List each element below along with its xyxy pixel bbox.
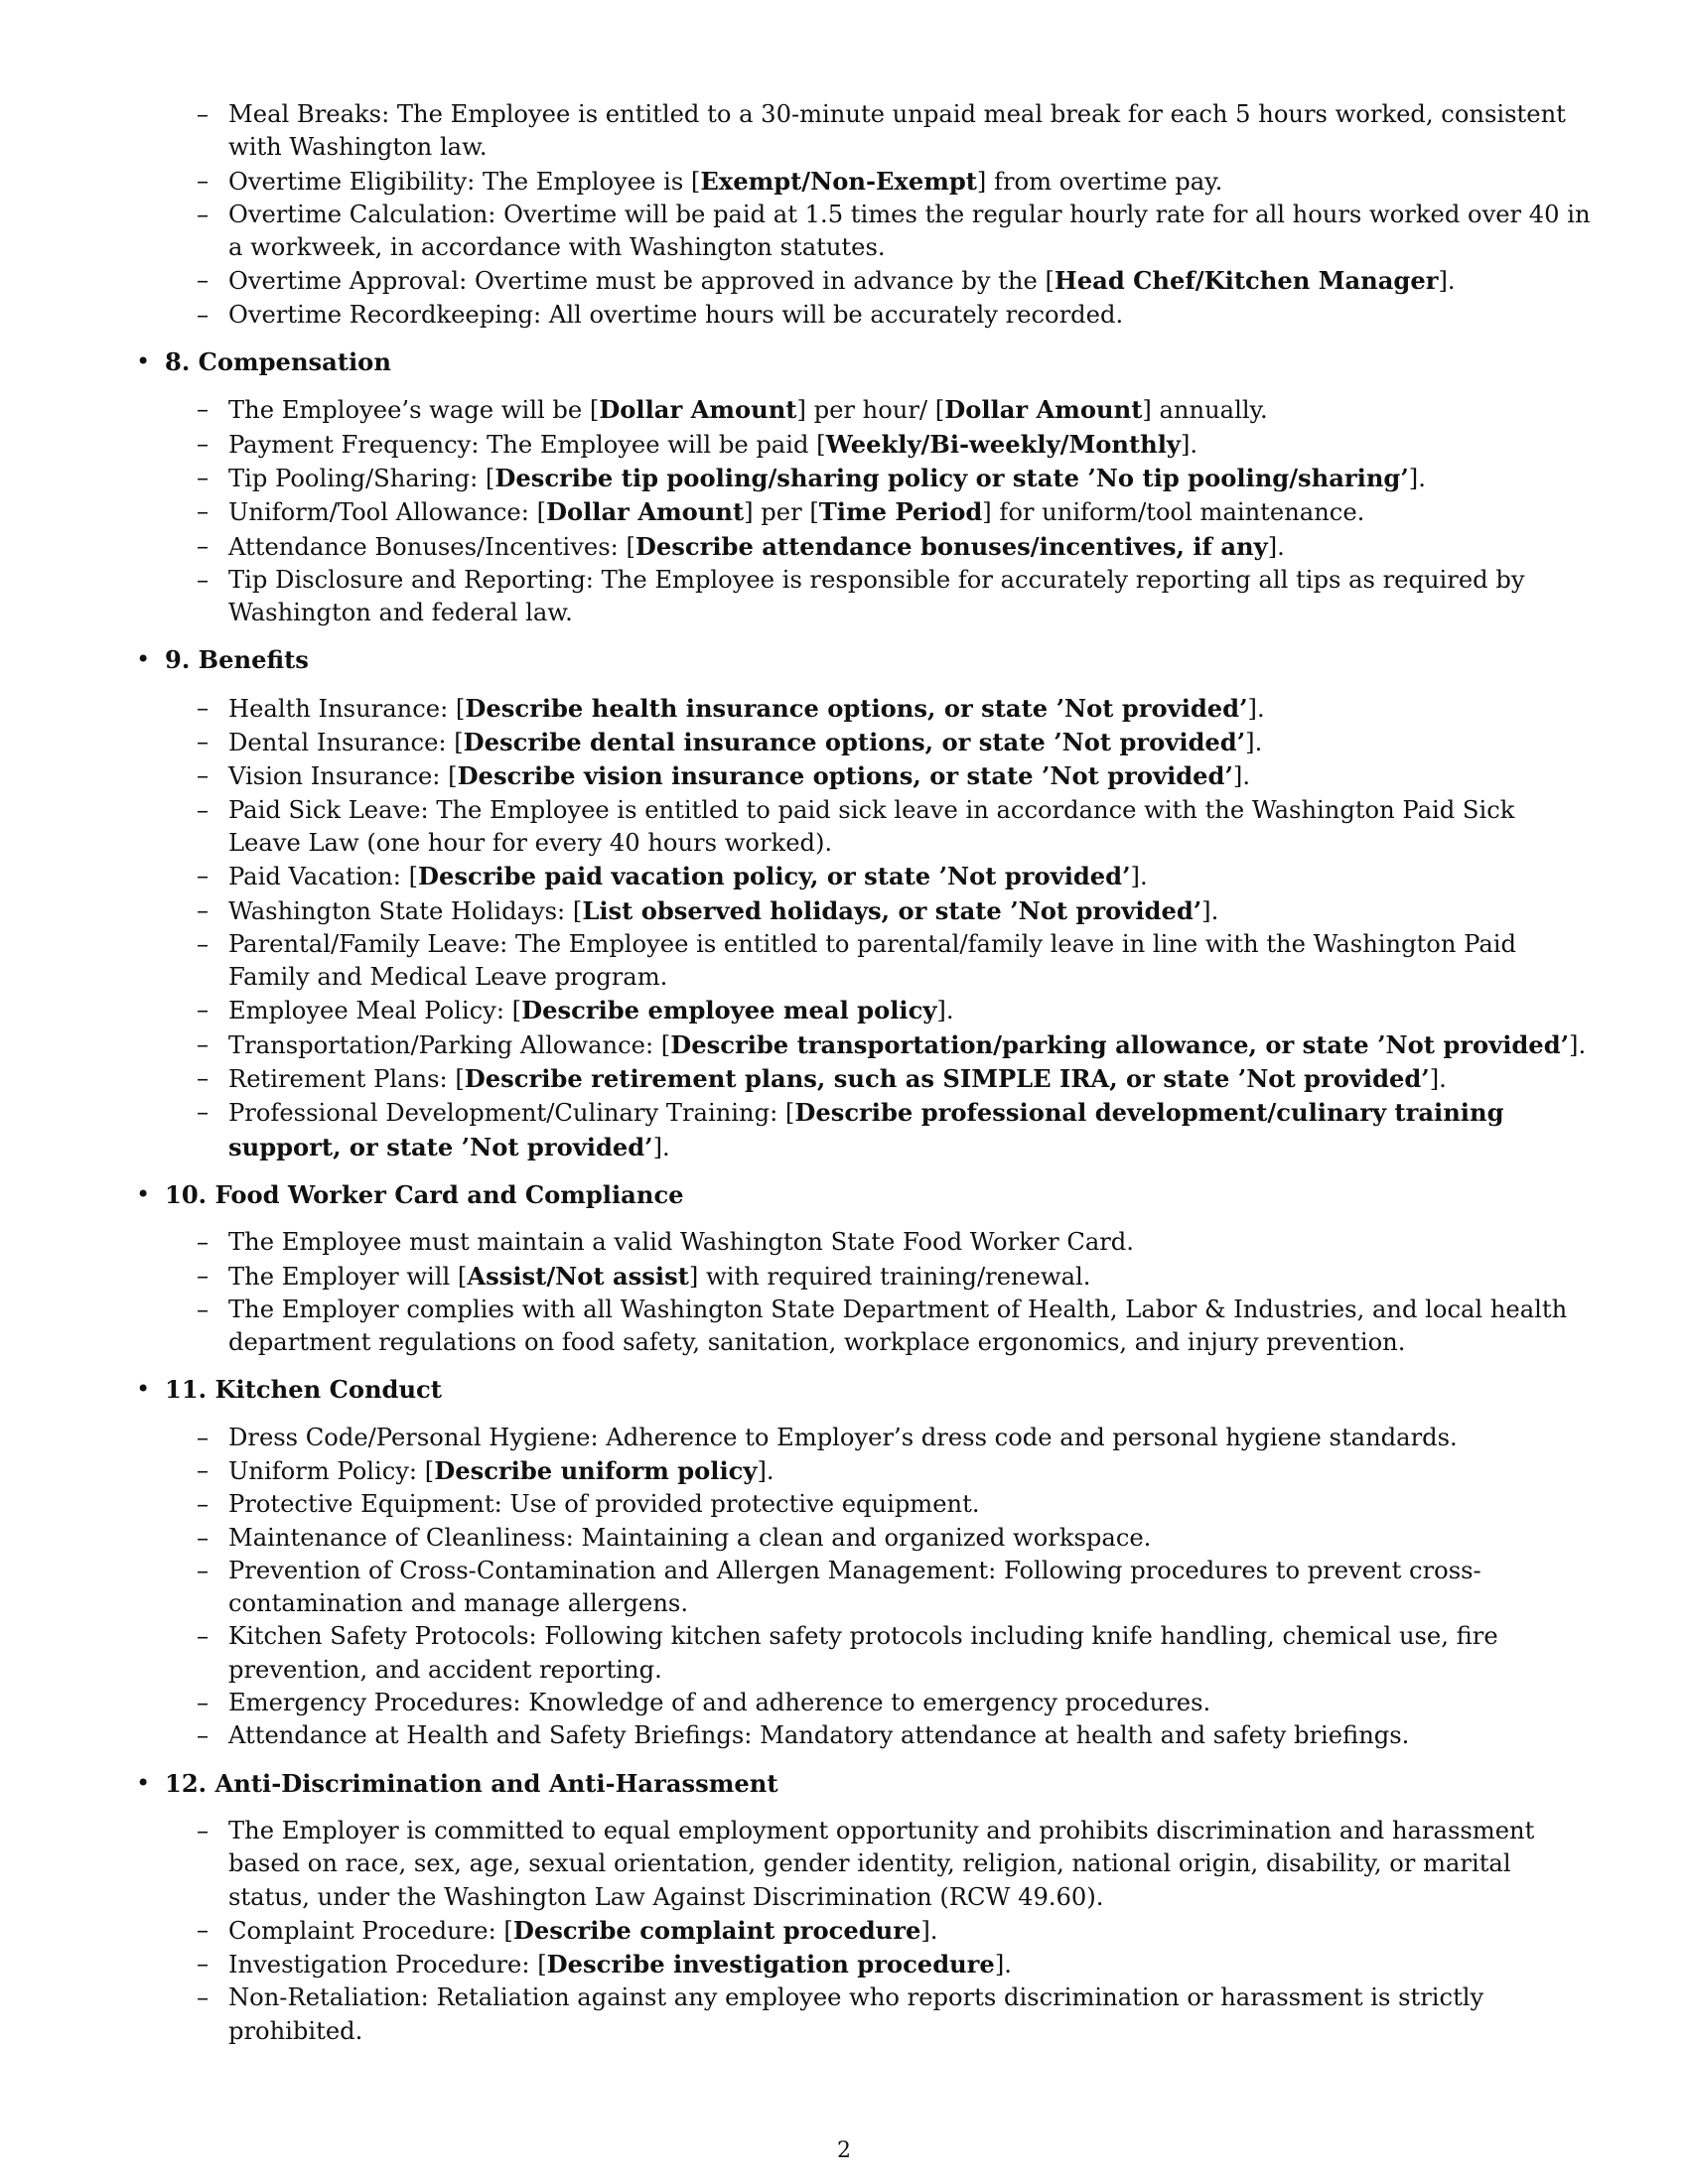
bullet-marker: • (136, 645, 151, 674)
item-text: Health Insurance: [ (228, 694, 466, 723)
item-text: Employee Meal Policy: [ (228, 997, 522, 1025)
dash-marker: – (197, 1816, 210, 1844)
list-item (129, 994, 1591, 1027)
section-items (129, 393, 1591, 629)
list-item (129, 794, 1591, 861)
placeholder-field: Describe retirement plans, such as SIMPLE IRA, or state ’Not provided’ (464, 1064, 1430, 1094)
list-item (129, 1260, 1591, 1294)
section-heading (129, 643, 1591, 677)
dash-marker: – (197, 1721, 210, 1750)
placeholder-field: Describe professional development/culinary training support, or state ’Not provided’ (228, 1098, 1504, 1161)
dash-marker: – (197, 1983, 210, 2012)
item-text: Dress Code/Personal Hygiene: Adherence to Employer’s dress code and personal hygiene standards. (228, 1423, 1458, 1451)
item-text: Attendance Bonuses/Incentives: [ (228, 532, 635, 561)
placeholder-field: Time Period (818, 497, 983, 527)
list-item (129, 759, 1591, 793)
placeholder-field: Describe transportation/parking allowance, or state ’Not provided’ (670, 1029, 1570, 1059)
item-text: Tip Pooling/Sharing: [ (228, 464, 495, 492)
dash-marker: – (197, 728, 210, 756)
dash-marker: – (197, 531, 210, 560)
list-item (129, 1948, 1591, 1981)
dash-marker: – (197, 200, 210, 228)
list-item (129, 1422, 1591, 1454)
item-text: Overtime Eligibility: The Employee is [ (228, 167, 701, 196)
dash-marker: – (197, 996, 210, 1024)
sections-container (129, 345, 1591, 2048)
item-text: The Employer complies with all Washington State Department of Health, Labor & Industries, and local health department regulations on food safety, sanitation, workplace ergonomics, and injury prevention. (228, 1295, 1568, 1357)
dash-marker: – (197, 463, 210, 491)
dash-marker: – (197, 266, 210, 295)
item-text: ]. (920, 1916, 938, 1945)
dash-marker: – (197, 1523, 210, 1552)
item-text: Investigation Procedure: [ (228, 1951, 547, 1979)
list-item (129, 393, 1591, 427)
dash-marker: – (197, 1455, 210, 1484)
item-text: Overtime Approval: Overtime must be approved in advance by the [ (228, 267, 1055, 296)
section-heading (129, 345, 1591, 379)
item-text: Meal Breaks: The Employee is entitled to a 30-minute unpaid meal break for each 5 hours worked, consistent with Washington law. (228, 100, 1566, 162)
placeholder-field: Head Chef/Kitchen Manager (1054, 266, 1439, 296)
page-number: 2 (837, 2138, 851, 2163)
placeholder-field: List observed holidays, or state ’Not provided’ (582, 895, 1202, 925)
list-item (129, 1687, 1591, 1719)
list-item (129, 1488, 1591, 1521)
list-item (129, 726, 1591, 759)
item-text: Vision Insurance: [ (228, 762, 458, 791)
intro-list (129, 98, 1591, 332)
section-heading (129, 1767, 1591, 1801)
section-items (129, 692, 1591, 1164)
item-text: Non-Retaliation: Retaliation against any employee who reports discrimination or harassment is strictly prohibited. (228, 1983, 1484, 2045)
item-text: ]. (1267, 532, 1285, 561)
dash-marker: – (197, 895, 210, 924)
dash-marker: – (197, 1261, 210, 1290)
item-text: ]. (1245, 729, 1263, 757)
list-item (129, 199, 1591, 265)
dash-marker: – (197, 1950, 210, 1979)
item-text: Protective Equipment: Use of provided protective equipment. (228, 1490, 980, 1519)
item-text: Washington State Holidays: [ (228, 896, 583, 925)
bullet-marker: • (136, 1179, 151, 1208)
placeholder-field: Describe attendance bonuses/incentives, if any (634, 531, 1268, 561)
dash-marker: – (197, 795, 210, 824)
item-text: Paid Sick Leave: The Employee is entitled to paid sick leave in accordance with the Washington Paid Sick Leave Law (one hour for every 40 hours worked). (228, 795, 1515, 857)
item-text: Complaint Procedure: [ (228, 1916, 513, 1945)
dash-marker: – (197, 1622, 210, 1651)
item-text: Retirement Plans: [ (228, 1065, 465, 1094)
placeholder-field: Describe uniform policy (434, 1455, 758, 1485)
section-title: 8. Compensation (165, 347, 391, 377)
dash-marker: – (197, 497, 210, 526)
item-text: ]. (1201, 896, 1219, 925)
list-item (129, 860, 1591, 893)
dash-marker: – (197, 1295, 210, 1323)
item-text: ] per hour/ [ (796, 396, 945, 425)
list-item (129, 299, 1591, 332)
dash-marker: – (197, 761, 210, 790)
item-text: Parental/Family Leave: The Employee is entitled to parental/family leave in line with the Washington Paid Family and Medical Leave program. (228, 929, 1516, 992)
item-text: ]. (1247, 694, 1265, 723)
placeholder-field: Describe vision insurance options, or state ’Not provided’ (457, 761, 1233, 791)
document-body (129, 98, 1591, 2048)
bullet-marker: • (136, 347, 151, 376)
dash-marker: – (197, 166, 210, 195)
item-text: ] for uniform/tool maintenance. (982, 498, 1365, 527)
dash-marker: – (197, 1556, 210, 1584)
list-item (129, 98, 1591, 165)
item-text: Professional Development/Culinary Training: [ (228, 1099, 795, 1128)
placeholder-field: Describe paid vacation policy, or state ’Not provided’ (418, 862, 1131, 891)
item-text: ]. (757, 1456, 774, 1485)
dash-marker: – (197, 1098, 210, 1127)
placeholder-field: Dollar Amount (546, 497, 745, 527)
list-item (129, 530, 1591, 564)
dash-marker: – (197, 1064, 210, 1093)
item-text: ]. (1429, 1065, 1447, 1094)
dash-marker: – (197, 395, 210, 424)
item-text: The Employer will [ (228, 1262, 468, 1291)
dash-marker: – (197, 862, 210, 890)
list-item (129, 495, 1591, 529)
item-text: The Employee must maintain a valid Washington State Food Worker Card. (228, 1228, 1134, 1257)
item-text: ]. (936, 997, 954, 1025)
placeholder-field: Dollar Amount (599, 395, 797, 425)
placeholder-field: Weekly/Bi-weekly/Monthly (825, 429, 1181, 459)
dash-marker: – (197, 693, 210, 722)
dash-marker: – (197, 1228, 210, 1257)
item-text: Emergency Procedures: Knowledge of and adherence to emergency procedures. (228, 1689, 1211, 1717)
section-title: 12. Anti-Discrimination and Anti-Harassment (165, 1768, 778, 1798)
section-items (129, 1422, 1591, 1753)
item-text: ] from overtime pay. (976, 167, 1223, 196)
dash-marker: – (197, 1915, 210, 1944)
section-heading (129, 1178, 1591, 1212)
list-item (129, 1294, 1591, 1360)
item-text: Payment Frequency: The Employee will be paid [ (228, 430, 826, 459)
placeholder-field: Describe dental insurance options, or state ’Not provided’ (463, 728, 1246, 757)
list-item (129, 1620, 1591, 1687)
item-text: ]. (1232, 762, 1251, 791)
placeholder-field: Describe tip pooling/sharing policy or state ’No tip pooling/sharing’ (494, 463, 1409, 492)
dash-marker: – (197, 429, 210, 458)
list-item (129, 1719, 1591, 1752)
item-text: ] annually. (1142, 396, 1268, 425)
item-text: Attendance at Health and Safety Briefings: Mandatory attendance at health and safety briefings. (228, 1721, 1410, 1750)
bullet-marker: • (136, 1375, 151, 1404)
list-item (129, 1555, 1591, 1621)
item-text: Maintenance of Cleanliness: Maintaining a clean and organized workspace. (228, 1523, 1152, 1552)
dash-marker: – (197, 1423, 210, 1451)
item-text: ]. (652, 1133, 670, 1161)
dash-marker: – (197, 1689, 210, 1717)
item-text: Transportation/Parking Allowance: [ (228, 1030, 671, 1059)
item-text: Overtime Recordkeeping: All overtime hours will be accurately recorded. (228, 300, 1124, 329)
placeholder-field: Assist/Not assist (467, 1261, 689, 1291)
dash-marker: – (197, 929, 210, 958)
list-item (129, 1096, 1591, 1164)
item-text: Paid Vacation: [ (228, 863, 419, 891)
item-text: ]. (1438, 267, 1456, 296)
dash-marker: – (197, 1490, 210, 1519)
section-title: 10. Food Worker Card and Compliance (165, 1179, 684, 1209)
item-text: Uniform Policy: [ (228, 1456, 435, 1485)
placeholder-field: Describe complaint procedure (512, 1915, 921, 1945)
item-text: ]. (1180, 430, 1198, 459)
list-item (129, 1981, 1591, 2048)
item-text: ] with required training/renewal. (688, 1262, 1091, 1291)
list-item (129, 1522, 1591, 1555)
item-text: ]. (1569, 1030, 1587, 1059)
placeholder-field: Describe investigation procedure (546, 1950, 995, 1979)
item-text: Prevention of Cross-Contamination and Allergen Management: Following procedures to prevent cross-contamination and manage allergens. (228, 1556, 1481, 1618)
bullet-marker: • (136, 1768, 151, 1797)
list-item (129, 165, 1591, 199)
list-item (129, 692, 1591, 726)
section-items (129, 1815, 1591, 2048)
section-items (129, 1226, 1591, 1359)
item-text: Dental Insurance: [ (228, 729, 464, 757)
placeholder-field: Describe health insurance options, or state ’Not provided’ (465, 693, 1248, 723)
dash-marker: – (197, 300, 210, 329)
item-text: Tip Disclosure and Reporting: The Employee is responsible for accurately reporting all tips as required by Washington and federal law. (228, 565, 1525, 627)
item-text: Uniform/Tool Allowance: [ (228, 498, 546, 527)
dash-marker: – (197, 1029, 210, 1058)
list-item (129, 928, 1591, 995)
dash-marker: – (197, 100, 210, 128)
item-text: Overtime Calculation: Overtime will be paid at 1.5 times the regular hourly rate for all hours worked over 40 in a workweek, in accordance with Washington statutes. (228, 200, 1591, 262)
item-text: ] per [ (744, 498, 819, 527)
list-item (129, 894, 1591, 928)
list-item (129, 1226, 1591, 1259)
item-text: ]. (994, 1951, 1012, 1979)
item-text: ]. (1408, 464, 1426, 492)
list-item (129, 1815, 1591, 1914)
list-item (129, 1028, 1591, 1062)
section-title: 9. Benefits (165, 645, 309, 675)
placeholder-field: Describe employee meal policy (521, 996, 937, 1025)
list-item (129, 564, 1591, 630)
item-text: ]. (1130, 863, 1148, 891)
list-item (129, 264, 1591, 298)
list-item (129, 1914, 1591, 1948)
placeholder-field: Dollar Amount (944, 395, 1143, 425)
placeholder-field: Exempt/Non-Exempt (700, 166, 977, 196)
item-text: The Employee’s wage will be [ (228, 396, 600, 425)
dash-marker: – (197, 565, 210, 594)
list-item (129, 1062, 1591, 1096)
section-heading (129, 1373, 1591, 1407)
list-item (129, 428, 1591, 462)
list-item (129, 1454, 1591, 1488)
item-text: The Employer is committed to equal employment opportunity and prohibits discrimination and harassment based on race, sex, age, sexual orientation, gender identity, religion, national origin, disability, or marital status, under the Washington Law Against Discrimination (RCW 49.60). (228, 1816, 1535, 1911)
section-title: 11. Kitchen Conduct (165, 1375, 442, 1405)
list-item (129, 462, 1591, 495)
item-text: Kitchen Safety Protocols: Following kitchen safety protocols including knife handling, chemical use, fire prevention, and accident reporting. (228, 1622, 1498, 1684)
